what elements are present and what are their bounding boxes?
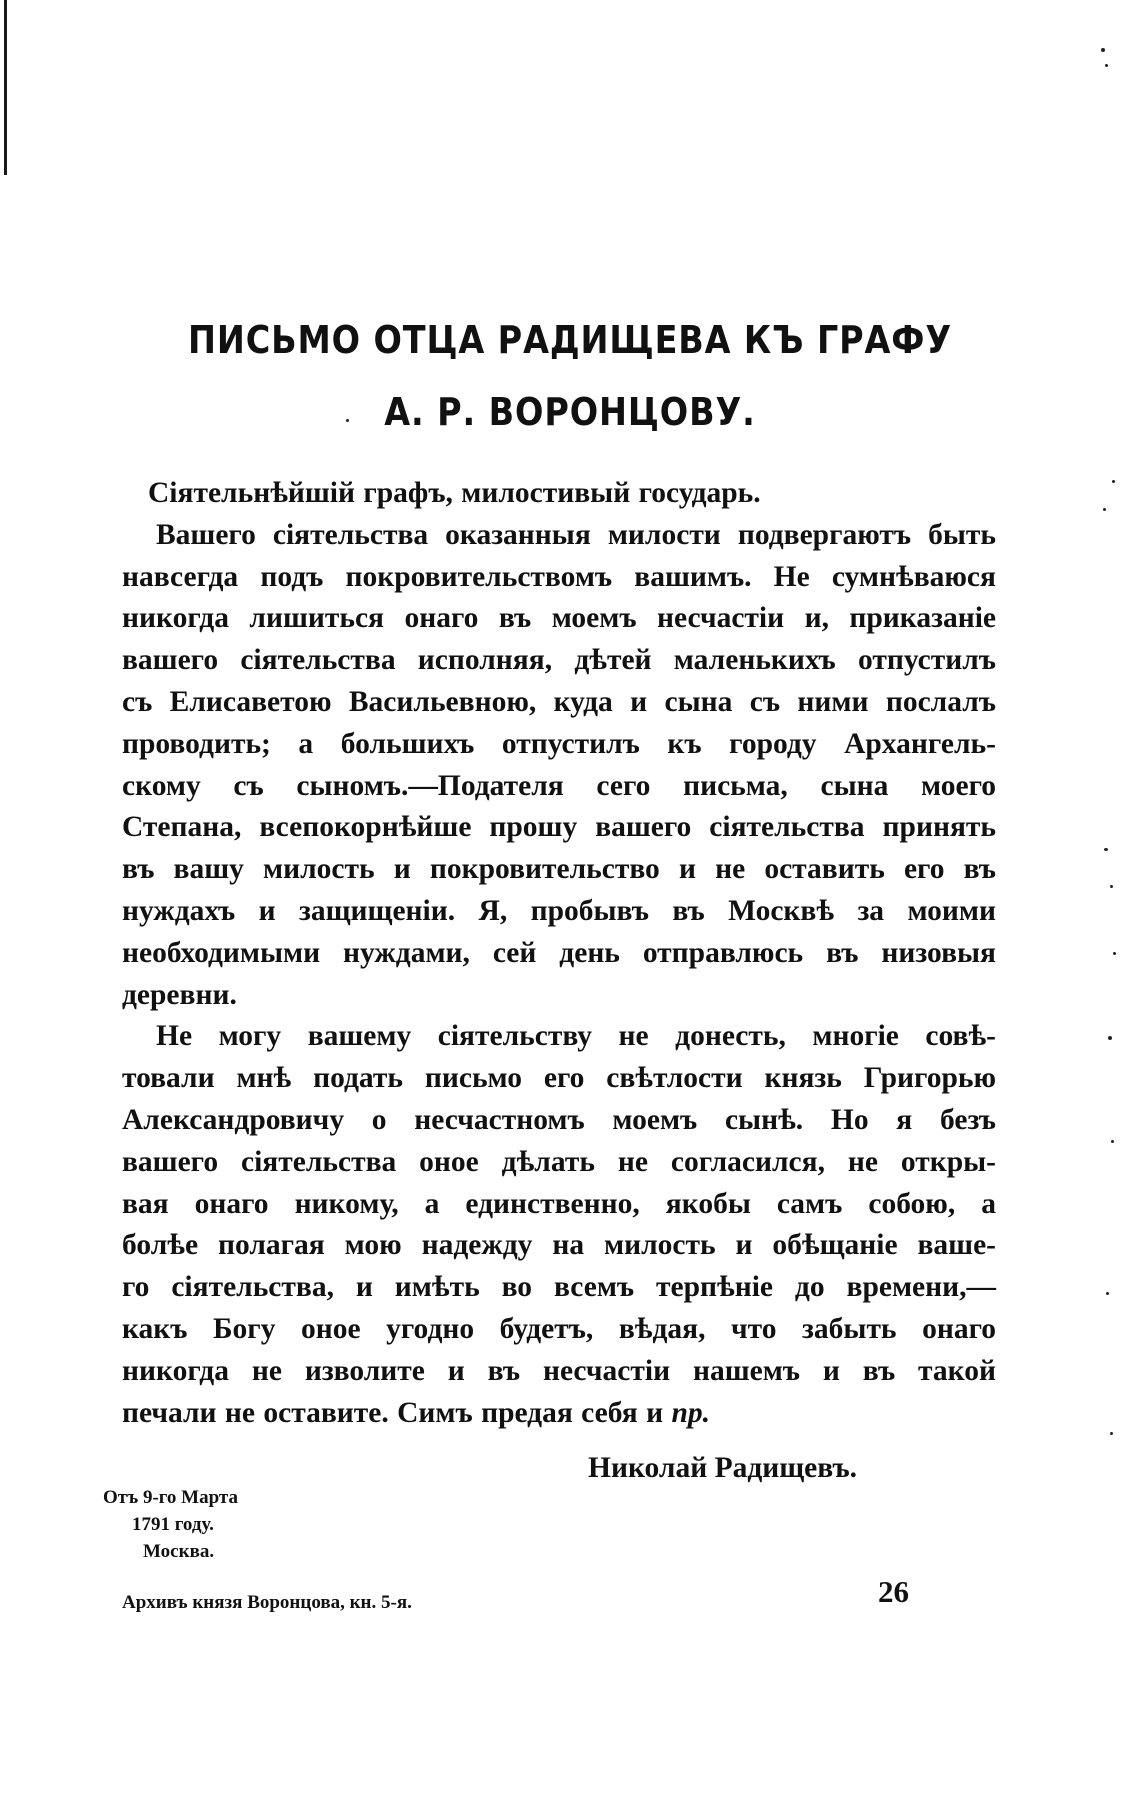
letter-paragraph-1 (122, 515, 996, 1017)
text-line: го сіятельства, и имѣть во всемъ терпѣніе до времени,— (122, 1271, 996, 1304)
text-line: товали мнѣ подать письмо его свѣтлости князь Григорью (122, 1062, 996, 1095)
scan-speck (1112, 480, 1115, 483)
text-line: нуждахъ и защищеніи. Я, пробывъ въ Москвѣ за моими (122, 894, 996, 927)
scan-speck (1105, 64, 1108, 67)
text-line: деревни. (122, 978, 237, 1011)
scan-speck (1110, 1432, 1113, 1435)
text-line: вая онаго никому, а единственно, якобы самъ собою, а (122, 1187, 996, 1220)
letter-body (122, 473, 996, 1434)
text-line: какъ Богу оное угодно будетъ, вѣдая, что забыть онаго (122, 1312, 996, 1345)
text-line: съ Елисаветою Васильевною, куда и сына съ ними послалъ (122, 685, 996, 718)
text-line: вашего сіятельства исполняя, дѣтей маленькихъ отпустилъ (122, 644, 996, 677)
text-line: вашего сіятельства оное дѣлать не согласился, не откры- (122, 1145, 996, 1178)
scan-speck (1106, 1292, 1109, 1295)
scan-speck (1101, 48, 1105, 52)
text-line: Не могу вашему сіятельству не донесть, многіе совѣ- (156, 1020, 996, 1053)
closing-abbreviation: пр. (671, 1396, 710, 1429)
scan-speck (1110, 885, 1113, 888)
text-line: въ вашу милость и покровительство и не оставить его въ (122, 853, 996, 886)
scan-speck (1103, 508, 1106, 511)
letter-salutation: Сіятельнѣйшій графъ, милостивый государь. (148, 477, 761, 509)
page-number: 26 (878, 1574, 909, 1609)
text-line: проводить; а большихъ отпустилъ къ городу Архангель- (122, 727, 996, 760)
text-line: необходимыми нуждами, сей день отправлюсь въ низовыя (122, 936, 996, 969)
text-line: Степана, всепокорнѣйше прошу вашего сіятельства принять (122, 811, 996, 844)
page-title-line-2: А. Р. ВОРОНЦОВУ. (384, 390, 756, 434)
scan-speck (1111, 1140, 1114, 1143)
closing-text: печали не оставите. Симъ предая себя и (122, 1396, 664, 1429)
page-edge-rule (4, 0, 7, 175)
scan-speck (1113, 952, 1116, 955)
text-line: скому съ сыномъ.—Подателя сего письма, сына моего (122, 769, 996, 802)
text-line: никогда лишиться онаго въ моемъ несчастіи и, приказаніе (122, 602, 996, 635)
text-line: болѣе полагая мою надежду на милость и обѣщаніе ваше- (122, 1229, 996, 1262)
text-line: никогда не изволите и въ несчастіи нашемъ и въ такой (122, 1354, 996, 1387)
letter-paragraph-2 (122, 1016, 996, 1434)
text-line: навсегда подъ покровительствомъ вашимъ. Не сумнѣваюся (122, 560, 996, 593)
page-title-line-1: ПИСЬМО ОТЦА РАДИЩЕВА КЪ ГРАФУ (187, 318, 953, 362)
text-line: Вашего сіятельства оказанныя милости подвергаютъ быть (156, 518, 996, 551)
scan-speck (1108, 1036, 1112, 1040)
dateline-year: 1791 году. (132, 1514, 214, 1535)
dateline-date: Отъ 9-го Марта (103, 1487, 238, 1508)
footer-source: Архивъ князя Воронцова, кн. 5-я. (122, 1592, 412, 1613)
text-line: Александровичу о несчастномъ моемъ сынѣ. Но я безъ (122, 1103, 996, 1136)
letter-signature: Николай Радищевъ. (588, 1452, 858, 1484)
scan-speck (1104, 848, 1108, 851)
text-line-closing (122, 1393, 996, 1435)
dateline-place: Москва. (143, 1541, 215, 1562)
